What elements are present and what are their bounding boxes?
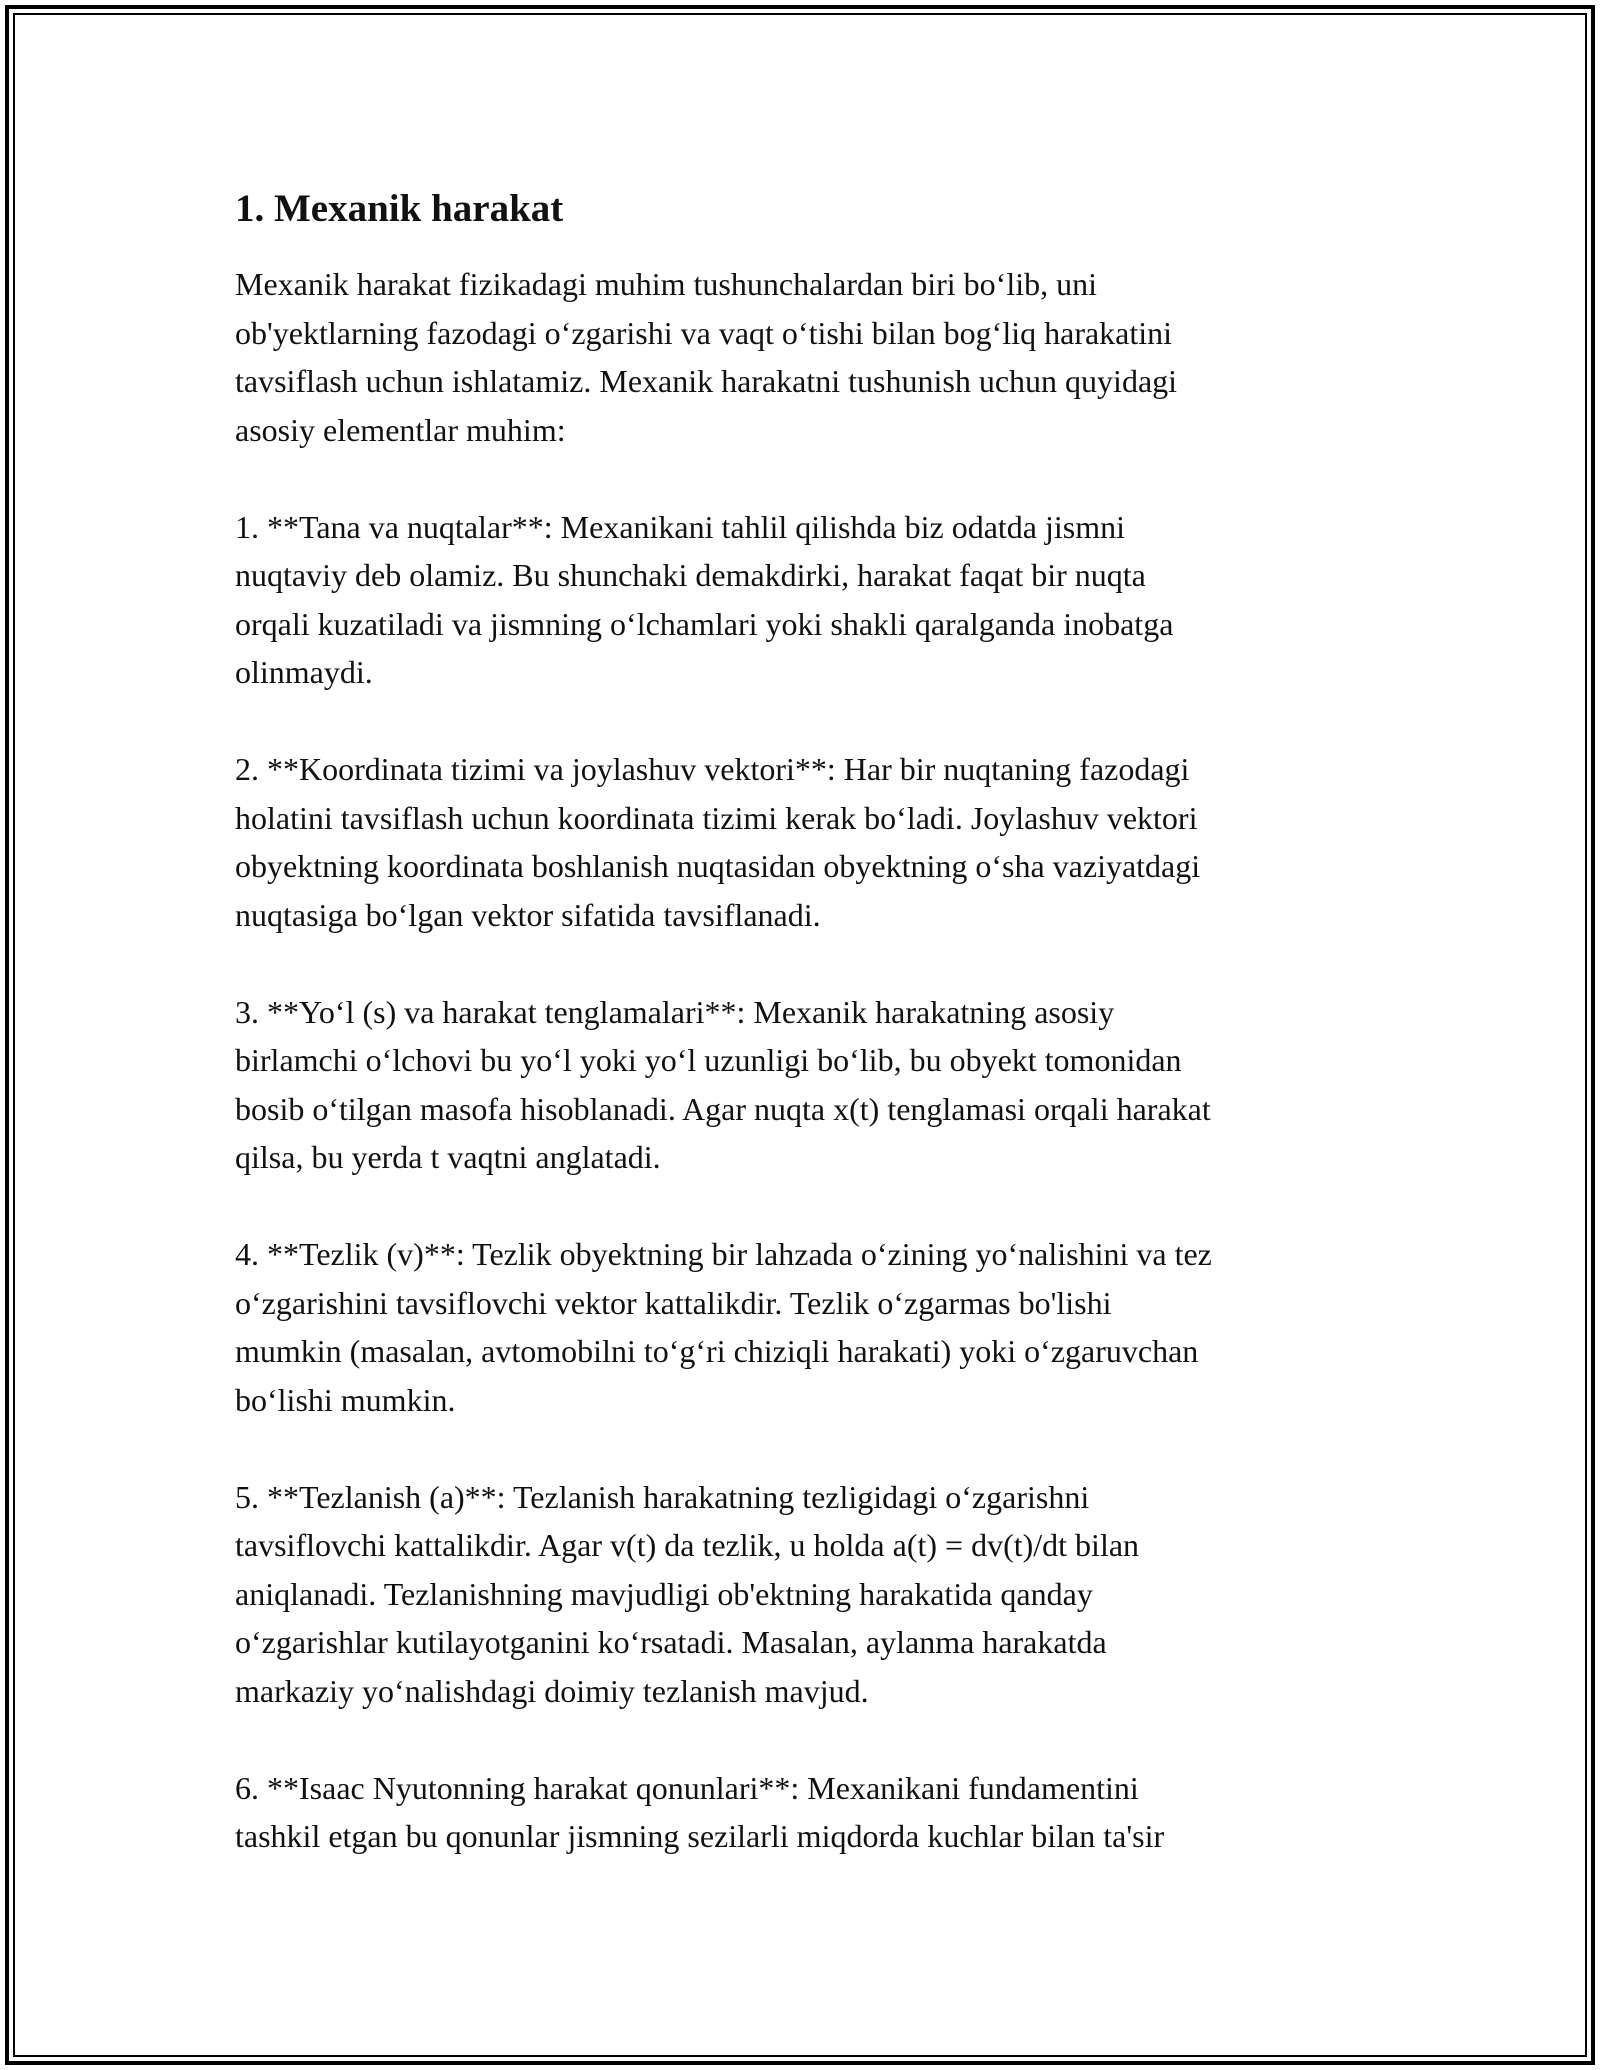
paragraph-nyuton-qonunlari: 6. **Isaac Nyutonning harakat qonunlari**: Mexanikani fundamentini tashkil etgan bu qonunlar jismning sezilarli miqdorda kuchlar bilan ta'sir: [235, 1769, 1165, 1854]
document-body: [235, 185, 1375, 1909]
paragraph-yol-va-harakat: 3. **Yo‘l (s) va harakat tenglamalari**: Mexanik harakatning asosiy birlamchi o‘lchovi bu yo‘l yoki yo‘l uzunligi bo‘lib, bu obyekt tomonidan bosib o‘tilgan masofa hisoblanadi. Agar nuqta x(t) tenglamasi orqali harakat qilsa, bu yerda t vaqtni anglatadi.: [235, 993, 1211, 1175]
paragraph-tana-va-nuqtalar: 1. **Tana va nuqtalar**: Mexanikani tahlil qilishda biz odatda jismni nuqtaviy deb olamiz. Bu shunchaki demakdirki, harakat faqat bir nuqta orqali kuzatiladi va jismning o‘lchamlari yoki shakli qaralganda inobatga olinmaydi.: [235, 508, 1174, 690]
paragraph-tezlanish: 5. **Tezlanish (a)**: Tezlanish harakatning tezligidagi o‘zgarishni tavsiflovchi kattalikdir. Agar v(t) da tezlik, u holda a(t) = dv(t)/dt bilan aniqlanadi. Tezlanishning mavjudligi ob'ektning harakatida qanday o‘zgarishlar kutilayotganini ko‘rsatadi. Masalan, aylanma harakatda markaziy yo‘nalishdagi doimiy tezlanish mavjud.: [235, 1478, 1140, 1709]
paragraph-tezlik: 4. **Tezlik (v)**: Tezlik obyektning bir lahzada o‘zining yo‘nalishini va tez o‘zgarishini tavsiflovchi vektor kattalikdir. Tezlik o‘zgarmas bo'lishi mumkin (masalan, avtomobilni to‘g‘ri chiziqli harakati) yoki o‘zgaruvchan bo‘lishi mumkin.: [235, 1236, 1212, 1418]
section-heading: 1. Mexanik harakat: [235, 187, 564, 230]
paragraph-koordinata-tizimi: 2. **Koordinata tizimi va joylashuv vektori**: Har bir nuqtaning fazodagi holatini tavsiflash uchun koordinata tizimi kerak bo‘ladi. Joylashuv vektori obyektning koordinata boshlanish nuqtasidan obyektning o‘sha vaziyatdagi nuqtasiga bo‘lgan vektor sifatida tavsiflanadi.: [235, 751, 1201, 933]
intro-paragraph: Mexanik harakat fizikadagi muhim tushunchalardan biri bo‘lib, uni ob'yektlarning fazodagi o‘zgarishi va vaqt o‘tishi bilan bog‘liq harakatini tavsiflash uchun ishlatamiz. Mexanik harakatni tushunish uchun quyidagi asosiy elementlar muhim:: [235, 266, 1178, 448]
